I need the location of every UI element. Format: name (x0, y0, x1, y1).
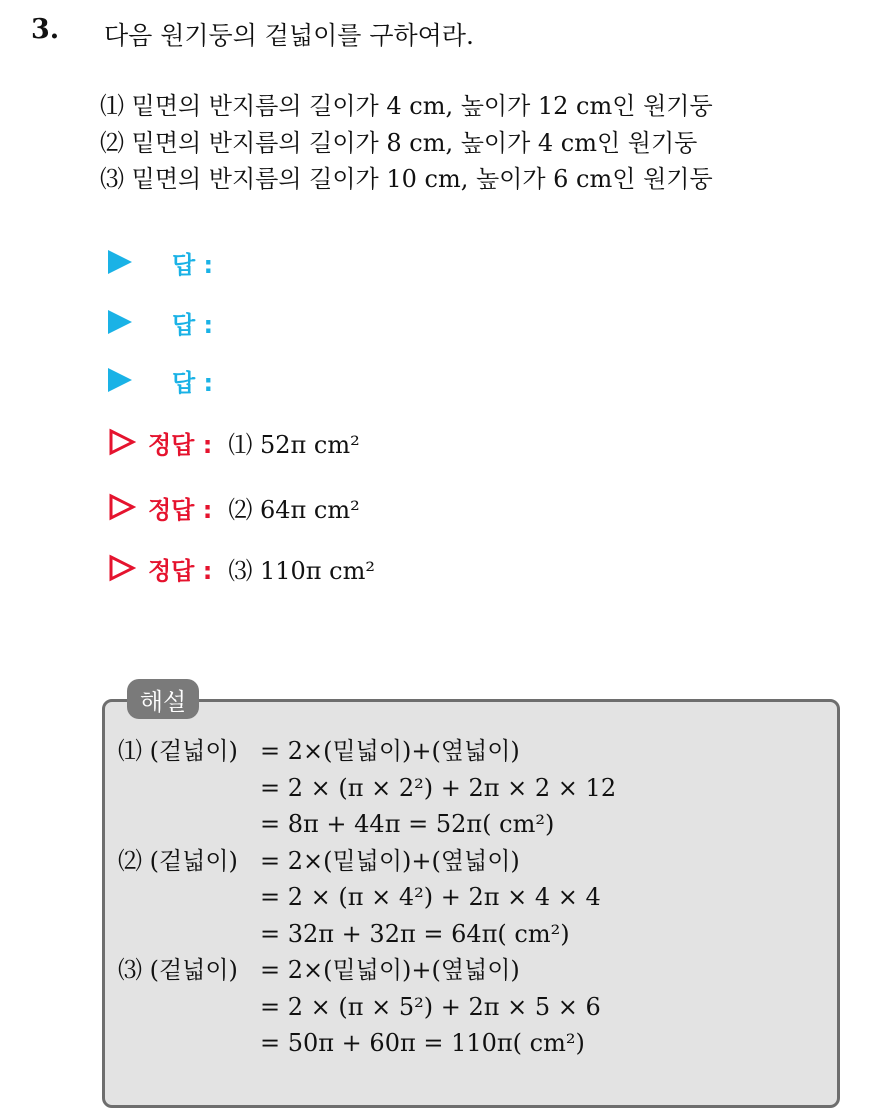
solution-line (118, 806, 616, 843)
solution-line-expression: = 2×(밑넓이)+(옆넓이) (260, 956, 520, 984)
outline-triangle-icon (108, 554, 136, 582)
solution-line-prefix (118, 916, 260, 953)
solution-line-expression: = 8π + 44π = 52π( cm²) (260, 810, 555, 838)
question-items (100, 88, 713, 198)
solution-line-prefix (118, 989, 260, 1026)
answer-row-2[interactable] (108, 305, 213, 339)
solution-line (118, 916, 616, 953)
solution-line (118, 733, 616, 770)
correct-label: 정답 : (148, 430, 213, 459)
solution-line-expression: = 2 × (π × 2²) + 2π × 2 × 12 (260, 773, 617, 802)
question-item: ⑴ 밑면의 반지름의 길이가 4 cm, 높이가 12 cm인 원기둥 (100, 92, 713, 120)
solution-line-expression: = 2 × (π × 5²) + 2π × 5 × 6 (260, 992, 601, 1021)
question-item: ⑵ 밑면의 반지름의 길이가 8 cm, 높이가 4 cm인 원기둥 (100, 128, 698, 157)
solution-line (118, 770, 616, 807)
correct-answer-row-1 (108, 425, 360, 459)
outline-triangle-icon (108, 428, 136, 456)
filled-triangle-icon (108, 310, 132, 334)
solution-line-prefix: ⑶ (겉넓이) (118, 956, 238, 984)
solution-line-expression: = 2×(밑넓이)+(옆넓이) (260, 737, 520, 765)
answer-row-1[interactable] (108, 245, 213, 279)
solution-line-prefix: ⑵ (겉넓이) (118, 846, 238, 875)
question-text: 다음 원기둥의 겉넓이를 구하여라. (104, 21, 474, 50)
answer-label: 답 : (172, 310, 214, 339)
correct-answer-row-2 (108, 490, 360, 524)
solution-line-expression: = 32π + 32π = 64π( cm²) (260, 919, 570, 948)
correct-answer-value: ⑵ 64π cm² (228, 495, 360, 524)
solution-line (118, 989, 616, 1026)
correct-answer-row-3 (108, 551, 375, 585)
solution-line (118, 952, 616, 989)
solution-line (118, 1025, 616, 1062)
correct-label: 정답 : (148, 495, 213, 524)
solution-line-expression: = 2×(밑넓이)+(옆넓이) (260, 846, 520, 875)
solution-line-prefix: ⑴ (겉넓이) (118, 737, 238, 765)
correct-answer-value: ⑴ 52π cm² (228, 430, 360, 459)
correct-label: 정답 : (148, 556, 213, 585)
question-number: 3. (31, 14, 60, 45)
answer-row-3[interactable] (108, 363, 213, 397)
solution-line (118, 879, 616, 916)
solution-line (118, 843, 616, 880)
filled-triangle-icon (108, 250, 132, 274)
correct-answer-value: ⑶ 110π cm² (228, 556, 375, 585)
answer-label: 답 : (172, 250, 214, 279)
solution-line-prefix (118, 879, 260, 916)
solution-lines (118, 733, 616, 1062)
answer-label: 답 : (172, 368, 214, 397)
solution-line-prefix (118, 770, 260, 807)
outline-triangle-icon (108, 493, 136, 521)
question-item: ⑶ 밑면의 반지름의 길이가 10 cm, 높이가 6 cm인 원기둥 (100, 165, 713, 193)
solution-tab: 해설 (127, 679, 199, 719)
solution-line-prefix (118, 1025, 260, 1062)
filled-triangle-icon (108, 368, 132, 392)
solution-line-expression: = 50π + 60π = 110π( cm²) (260, 1029, 585, 1057)
solution-line-prefix (118, 806, 260, 843)
solution-line-expression: = 2 × (π × 4²) + 2π × 4 × 4 (260, 883, 601, 911)
